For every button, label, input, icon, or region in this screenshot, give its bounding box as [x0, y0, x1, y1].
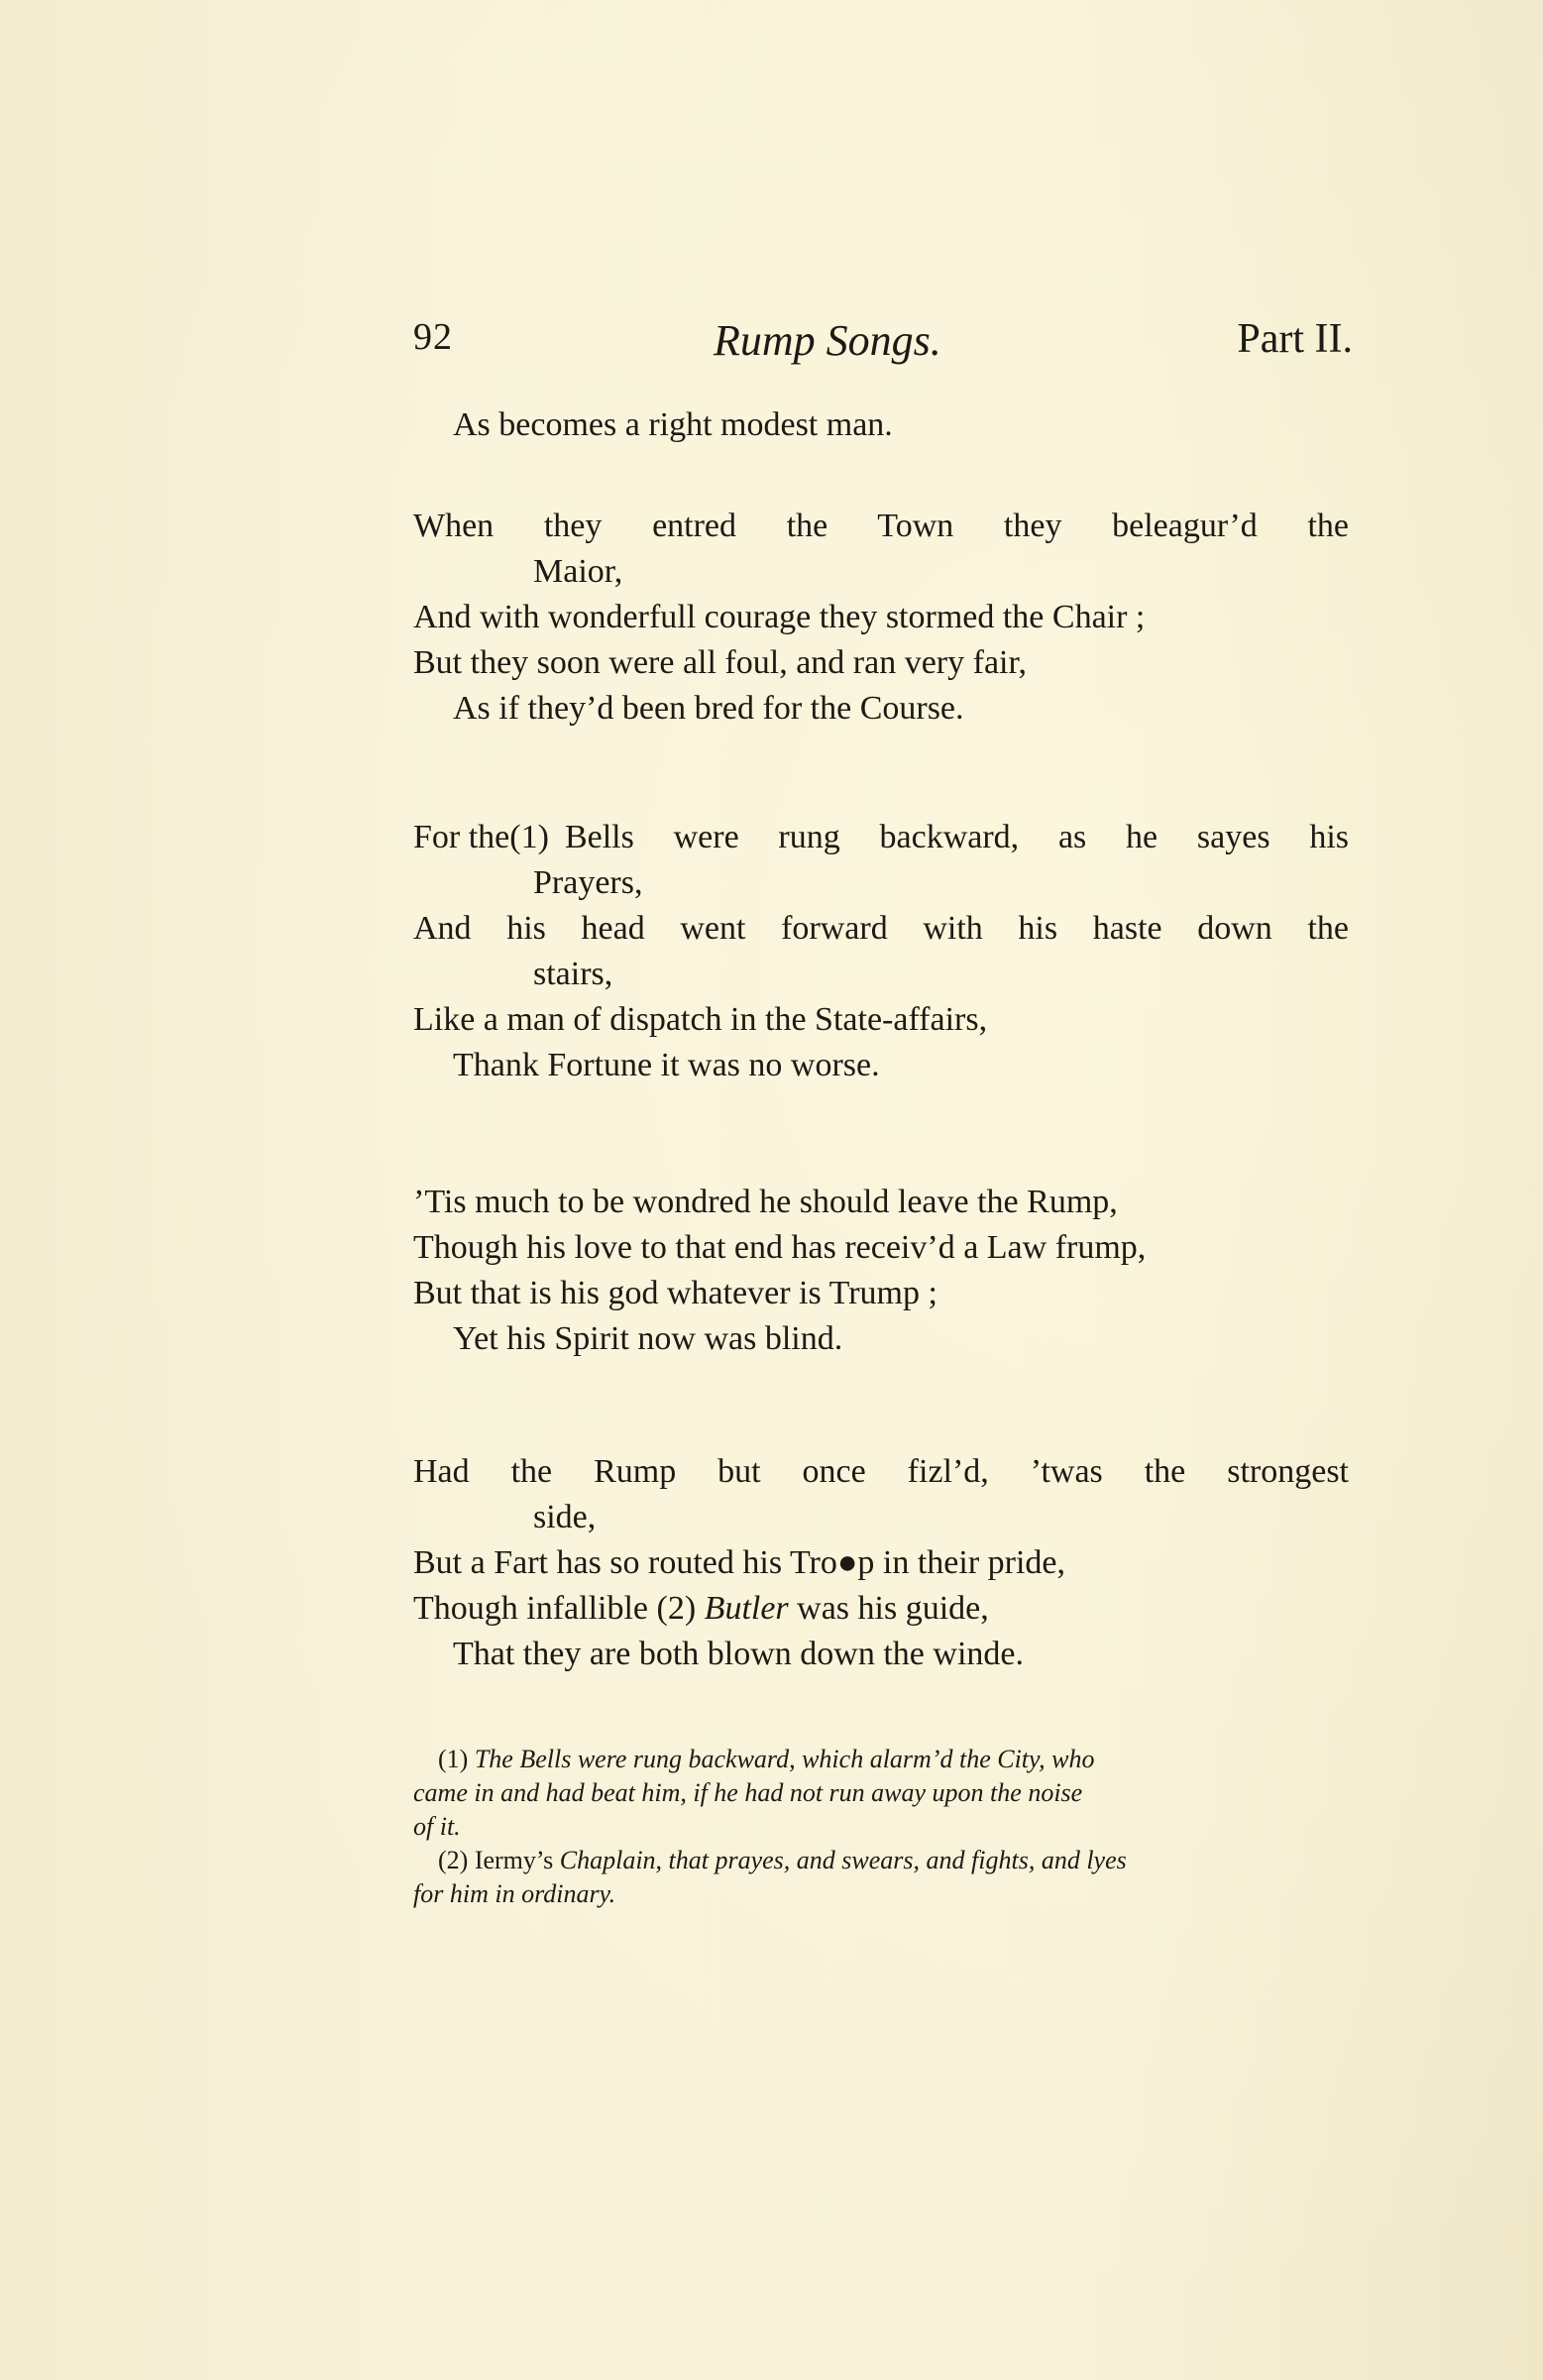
verse-line: And with wonderfull courage they stormed the Chair ;: [413, 599, 1146, 635]
stanza-1: [413, 504, 1349, 732]
running-title: Rump Songs.: [714, 316, 941, 365]
footnote-text: Chaplain, that prayes, and swears, and fights, and lyes: [559, 1846, 1127, 1874]
stanza-continuation: [413, 402, 1349, 448]
footnote-1-line: of it.: [413, 1812, 461, 1841]
verse-line: Like a man of dispatch in the State-affairs,: [413, 1001, 988, 1038]
footnote-2-line: for him in ordinary.: [413, 1879, 616, 1908]
footnote-1-line: came in and had beat him, if he had not run away upon the noise: [413, 1778, 1083, 1807]
verse-line: But that is his god whatever is Trump ;: [413, 1275, 937, 1311]
verse-line: [413, 1586, 1349, 1632]
verse-line: Though his love to that end has receiv’d a Law frump,: [413, 1229, 1147, 1266]
part-label: Part II.: [1237, 316, 1353, 362]
footnote-name: Iermy’s: [474, 1846, 554, 1874]
verse-line-continuation: stairs,: [533, 956, 613, 992]
footnote-1-line: [413, 1743, 1349, 1776]
verse-line: ’Tis much to be wondred he should leave the Rump,: [413, 1184, 1118, 1220]
footnote-mark-1: (1): [438, 1745, 469, 1773]
footnotes: [413, 1743, 1349, 1911]
verse-line-start: For the: [413, 819, 510, 855]
stanza-3: [413, 1180, 1349, 1362]
verse-line: That they are both blown down the winde.: [453, 1636, 1024, 1672]
footnote-mark-2: (2): [438, 1846, 469, 1874]
verse-line: When they entred the Town they beleagur’d the: [413, 508, 1349, 544]
verse-line: Had the Rump but once fizl’d, ’twas the strongest: [413, 1453, 1349, 1490]
footnote-ref-2[interactable]: (2): [656, 1590, 697, 1627]
verse-line-continuation: Maior,: [533, 553, 623, 590]
stanza-2: [413, 815, 1349, 1088]
verse-line-continuation: side,: [533, 1499, 597, 1535]
verse-line: Thank Fortune it was no worse.: [453, 1047, 880, 1083]
verse-line: And his head went forward with his haste down the: [413, 910, 1349, 947]
verse-line: As becomes a right modest man.: [453, 406, 893, 443]
page-number: 92: [413, 316, 453, 358]
verse-line: Yet his Spirit now was blind.: [453, 1320, 843, 1357]
italic-name: Butler: [704, 1590, 789, 1627]
verse-line-rest: was his guide,: [797, 1590, 989, 1627]
verse-line: As if they’d been bred for the Course.: [453, 690, 964, 727]
verse-line-continuation: Prayers,: [533, 864, 643, 901]
verse-line-rest: Bells were rung backward, as he sayes his: [564, 819, 1349, 855]
stanza-4: [413, 1449, 1349, 1677]
verse-line-start: Though infallible: [413, 1590, 649, 1627]
footnote-ref-1[interactable]: (1): [509, 819, 549, 855]
footnote-text: The Bells were rung backward, which alarm’d the City, who: [474, 1745, 1095, 1773]
footnote-2-line: [413, 1844, 1349, 1877]
page-header: [413, 315, 1353, 375]
verse-line: [413, 815, 1349, 860]
verse-line: But they soon were all foul, and ran very fair,: [413, 644, 1027, 681]
verse-line: But a Fart has so routed his Tro●p in their pride,: [413, 1544, 1066, 1581]
